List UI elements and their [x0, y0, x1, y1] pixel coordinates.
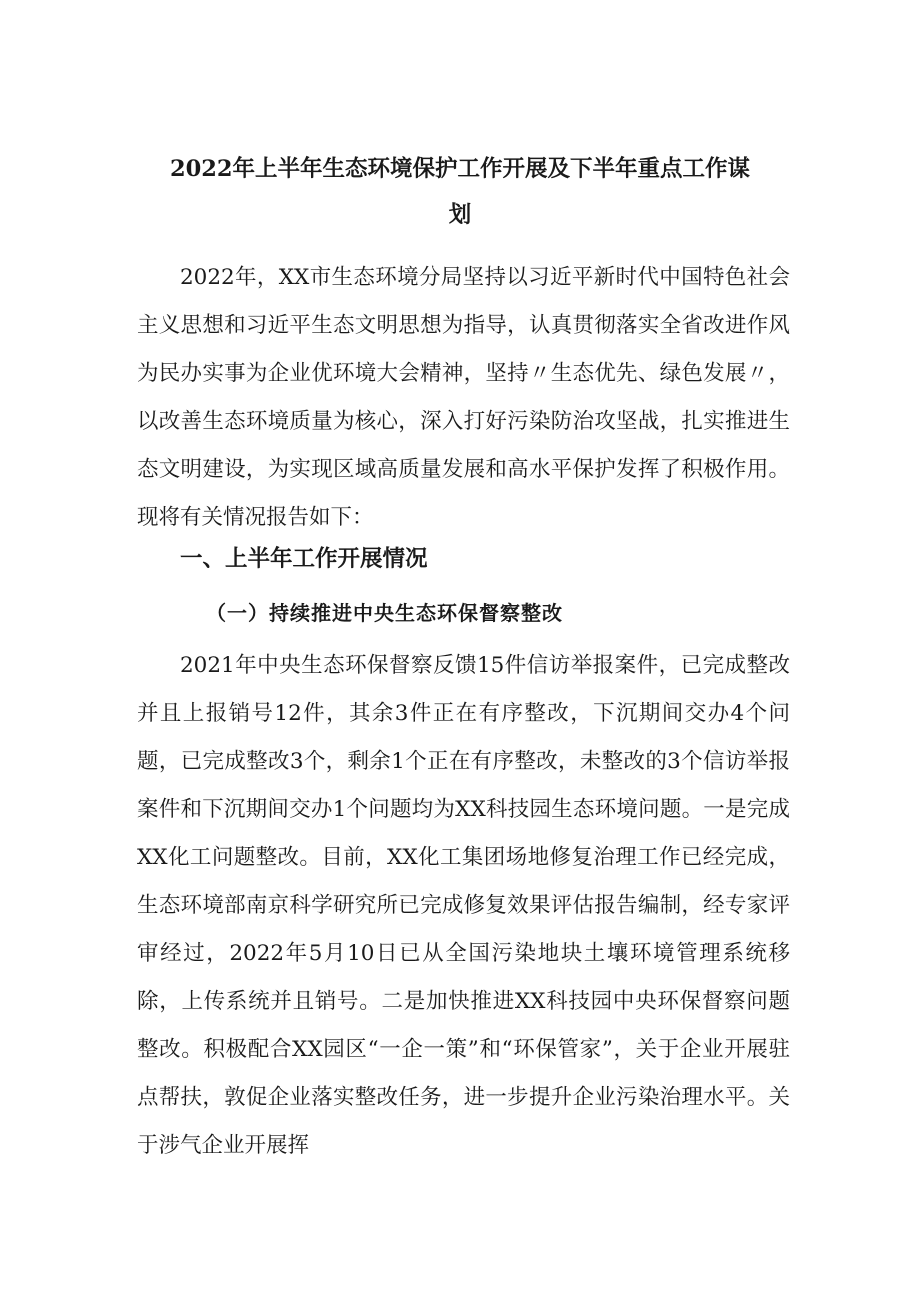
section-heading-first-half-work: 一、上半年工作开展情况: [180, 546, 428, 572]
intro-paragraph: 2022年，XX市生态环境分局坚持以习近平新时代中国特色社会主义思想和习近平生态文明思想为指导，认真贯彻落实全省改进作风为民办实事为企业优环境大会精神，坚持〃生态优先、绿色发展〃，以改善生态环境质量为核心，深入打好污染防治攻坚战，扎实推进生态文明建设，为实现区域高质量发展和高水平保护发挥了积极作用。现将有关情况报告如下：: [137, 265, 790, 530]
document-title-line-1: 2022年上半年生态环境保护工作开展及下半年重点工作谋: [169, 156, 751, 182]
document-title-line-2: 划: [448, 202, 472, 228]
subsection-heading-inspection-rectification: （一）持续推进中央生态环保督察整改: [206, 601, 563, 625]
inspection-rectification-paragraph: 2021年中央生态环保督察反馈15件信访举报案件，已完成整改并且上报销号12件，其余3件正在有序整改，下沉期间交办4个问题，已完成整改3个，剩余1个正在有序整改，未整改的3个信访举报案件和下沉期间交办1个问题均为XX科技园生态环境问题。一是完成XX化工问题整改。目前，XX化工集团场地修复治理工作已经完成，生态环境部南京科学研究所已完成修复效果评估报告编制，经专家评审经过，2022年5月10日已从全国污染地块土壤环境管理系统移除，上传系统并且销号。二是加快推进XX科技园中央环保督察问题整改。积极配合XX园区“一企一策”和“环保管家”，关于企业开展驻点帮扶，敦促企业落实整改任务，进一步提升企业污染治理水平。关于涉气企业开展挥: [137, 653, 790, 1158]
